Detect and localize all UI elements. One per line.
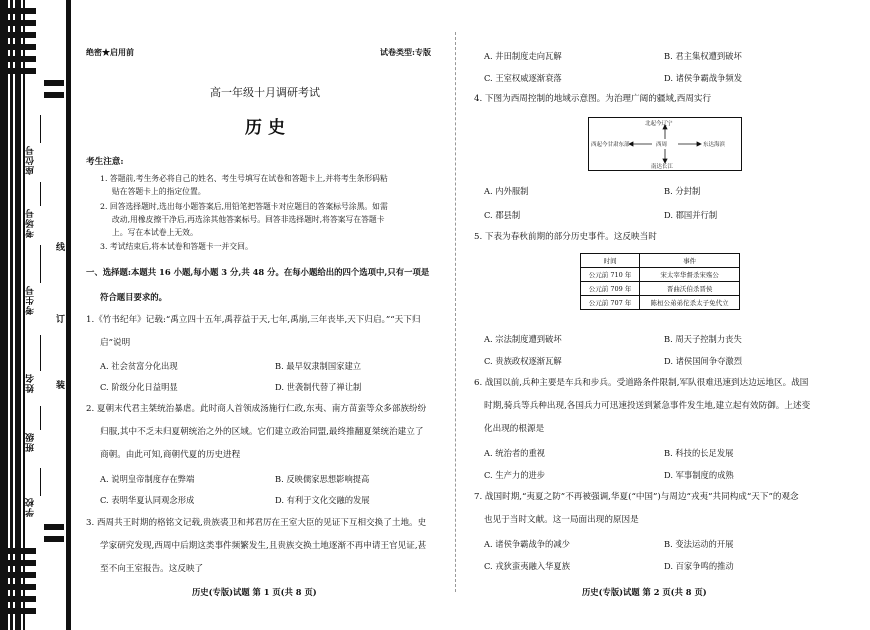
- school-field[interactable]: [40, 468, 41, 496]
- q2-option-b[interactable]: B. 反映儒家思想影响提高: [275, 474, 370, 484]
- q4-option-b[interactable]: B. 分封制: [664, 186, 701, 196]
- exam-room-label: 考场号: [26, 208, 36, 238]
- exam-room-field[interactable]: [40, 182, 41, 206]
- question-2-stem: 2. 夏朝末代君主桀统治暴虐。此时商人首领成汤施行仁政,东夷、南方苗蛮等众多部族纷纷: [86, 404, 427, 414]
- table-row: [581, 296, 740, 310]
- question-1-stem: 启”说明: [100, 338, 131, 348]
- question-7-stem: 7. 战国时期,“夷夏之防”不再被强调,华夏(“中国”)与周边“戎夷”共同构成“天下”的观念: [474, 492, 799, 502]
- western-zhou-territory-map: [588, 117, 742, 171]
- candidate-no-field[interactable]: [40, 245, 41, 283]
- seal-bind-text: 订: [56, 315, 66, 325]
- q5-option-d[interactable]: D. 诸侯国间争夺激烈: [664, 356, 743, 366]
- question-6-stem: 化出现的根源是: [484, 424, 545, 434]
- q2-option-d[interactable]: D. 有利于文化交融的发展: [275, 495, 370, 505]
- q1-option-a[interactable]: A. 社会贫富分化出现: [100, 361, 178, 371]
- question-6-stem: 时期,骑兵等兵种出现,各国兵力可迅速投送到紧急事件发生地,建立起有效防御。上述变: [484, 401, 811, 411]
- q7-option-d[interactable]: D. 百家争鸣的推动: [664, 561, 734, 571]
- q6-option-d[interactable]: D. 军事制度的成熟: [664, 470, 734, 480]
- q5-option-b[interactable]: B. 周天子控制力丧失: [664, 334, 742, 344]
- q6-option-a[interactable]: A. 统治者的重视: [484, 448, 546, 458]
- table-header: 时间: [581, 254, 640, 268]
- map-south-label: 南达长江: [651, 164, 674, 170]
- table-header: 事件: [640, 254, 740, 268]
- notice-line: 2. 回答选择题时,选出每小题答案后,用铅笔把答题卡对应题目的答案标号涂黑。如需: [100, 202, 388, 211]
- notice-line: 改动,用橡皮擦干净后,再选涂其他答案标号。回答非选择题时,将答案写在答题卡: [112, 215, 385, 224]
- map-center-label: 西周: [656, 142, 668, 148]
- candidate-no-label: 考生号: [26, 285, 36, 315]
- map-west-label: 西起今甘肃东部: [591, 142, 630, 148]
- notice-line: 上。写在本试卷上无效。: [112, 228, 198, 237]
- q5-option-c[interactable]: C. 贵族政权逐渐瓦解: [484, 356, 562, 366]
- table-row: [581, 282, 740, 296]
- q5-option-a[interactable]: A. 宗法制度遭到破坏: [484, 334, 562, 344]
- q3-option-c[interactable]: C. 王室权威逐渐衰落: [484, 73, 562, 83]
- class-label: 班级: [26, 432, 36, 452]
- q6-option-c[interactable]: C. 生产力的进步: [484, 470, 546, 480]
- events-table: [580, 253, 740, 310]
- question-5-stem: 5. 下表为春秋前期的部分历史事件。这反映当时: [474, 232, 657, 242]
- notice-heading: 考生注意:: [86, 157, 124, 167]
- map-north-label: 北起今辽宁: [645, 121, 673, 127]
- table-cell: 陈桓公弟弟佗杀太子免代立: [640, 296, 740, 310]
- question-6-stem: 6. 战国以前,兵种主要是车兵和步兵。受道路条件限制,军队很难迅速到达边远地区。战国: [474, 378, 809, 388]
- subject-title: 历 史: [245, 118, 285, 138]
- q3-option-b[interactable]: B. 君主集权遭到破坏: [664, 51, 742, 61]
- page-footer-left: 历史(专版)试题 第 1 页(共 8 页): [192, 587, 317, 597]
- q6-option-b[interactable]: B. 科技的长足发展: [664, 448, 734, 458]
- paper-type: 试卷类型:专版: [380, 47, 431, 57]
- table-cell: 公元前 707 年: [581, 296, 640, 310]
- table-cell: 公元前 710 年: [581, 268, 640, 282]
- column-divider: [455, 32, 456, 592]
- name-field[interactable]: [40, 335, 41, 371]
- q2-option-a[interactable]: A. 说明皇帝制度存在弊端: [100, 474, 195, 484]
- q4-option-c[interactable]: C. 郡县制: [484, 210, 521, 220]
- page-footer-right: 历史(专版)试题 第 2 页(共 8 页): [582, 587, 707, 597]
- q7-option-a[interactable]: A. 诸侯争霸战争的减少: [484, 539, 570, 549]
- seat-no-label: 座位号: [26, 145, 36, 175]
- question-4-stem: 4. 下图为西周控制的地域示意图。为治理广阔的疆域,西周实行: [474, 94, 712, 104]
- notice-line: 1. 答题前,考生务必将自己的姓名、考生号填写在试卷和答题卡上,并将考生条形码粘: [100, 174, 388, 183]
- q4-option-d[interactable]: D. 郡国并行制: [664, 210, 718, 220]
- seat-no-field[interactable]: [40, 115, 41, 143]
- table-cell: 晋曲沃伯杀晋侯: [640, 282, 740, 296]
- q2-option-c[interactable]: C. 表明华夏认同观念形成: [100, 495, 195, 505]
- q1-option-c[interactable]: C. 阶级分化日益明显: [100, 382, 178, 392]
- q1-option-d[interactable]: D. 世袭制代替了禅让制: [275, 382, 362, 392]
- table-cell: 公元前 709 年: [581, 282, 640, 296]
- exam-title: 高一年级十月调研考试: [210, 86, 320, 99]
- question-3-stem: 3. 西周共王时期的格铭文记载,贵族裘卫和邦君厉在王室大臣的见证下互相交换了土地。史: [86, 518, 427, 528]
- notice-line: 3. 考试结束后,将本试卷和答题卡一并交回。: [100, 242, 253, 251]
- section-instruction: 一、选择题:本题共 16 小题,每小题 3 分,共 48 分。在每小题给出的四个选项中,只有一项是: [86, 267, 430, 277]
- question-3-stem: 学家研究发现,西周中后期这类事件频繁发生,且贵族交换土地逐渐不再申请王官见证,甚: [100, 541, 427, 551]
- q3-option-a[interactable]: A. 井田制度走向瓦解: [484, 51, 562, 61]
- q7-option-b[interactable]: B. 变法运动的开展: [664, 539, 734, 549]
- section-instruction: 符合题目要求的。: [100, 292, 167, 302]
- q4-option-a[interactable]: A. 内外服制: [484, 186, 529, 196]
- question-1-stem: 1.《竹书纪年》记载:“禹立四十五年,禹荐益于天,七年,禹崩,三年丧毕,天下归启。”“天下归: [86, 315, 421, 325]
- seal-fold-text: 装: [56, 381, 66, 391]
- confidential-mark: 绝密★启用前: [86, 47, 134, 57]
- table-cell: 宋太宰华督杀宋殇公: [640, 268, 740, 282]
- question-7-stem: 也见于当时文献。这一局面出现的原因是: [484, 515, 639, 525]
- class-field[interactable]: [40, 406, 41, 430]
- question-2-stem: 商朝。由此可知,商朝代夏的历史进程: [100, 450, 241, 460]
- q3-option-d[interactable]: D. 诸侯争霸战争频发: [664, 73, 743, 83]
- notice-line: 贴在答题卡上的指定位置。: [112, 187, 206, 196]
- question-3-stem: 至不向王室报告。这反映了: [100, 564, 204, 574]
- question-2-stem: 归服,其中不乏未归夏朝统治之外的区域。它们建立政治同盟,最终推翻夏桀统治建立了: [100, 427, 424, 437]
- seal-line-text: 线: [56, 243, 66, 253]
- school-label: 学校: [26, 497, 36, 517]
- q7-option-c[interactable]: C. 戎狄蛮夷融入华夏族: [484, 561, 570, 571]
- q1-option-b[interactable]: B. 最早奴隶制国家建立: [275, 361, 362, 371]
- map-east-label: 东达海滨: [703, 142, 726, 148]
- name-label: 姓名: [26, 373, 36, 393]
- table-row: [581, 268, 740, 282]
